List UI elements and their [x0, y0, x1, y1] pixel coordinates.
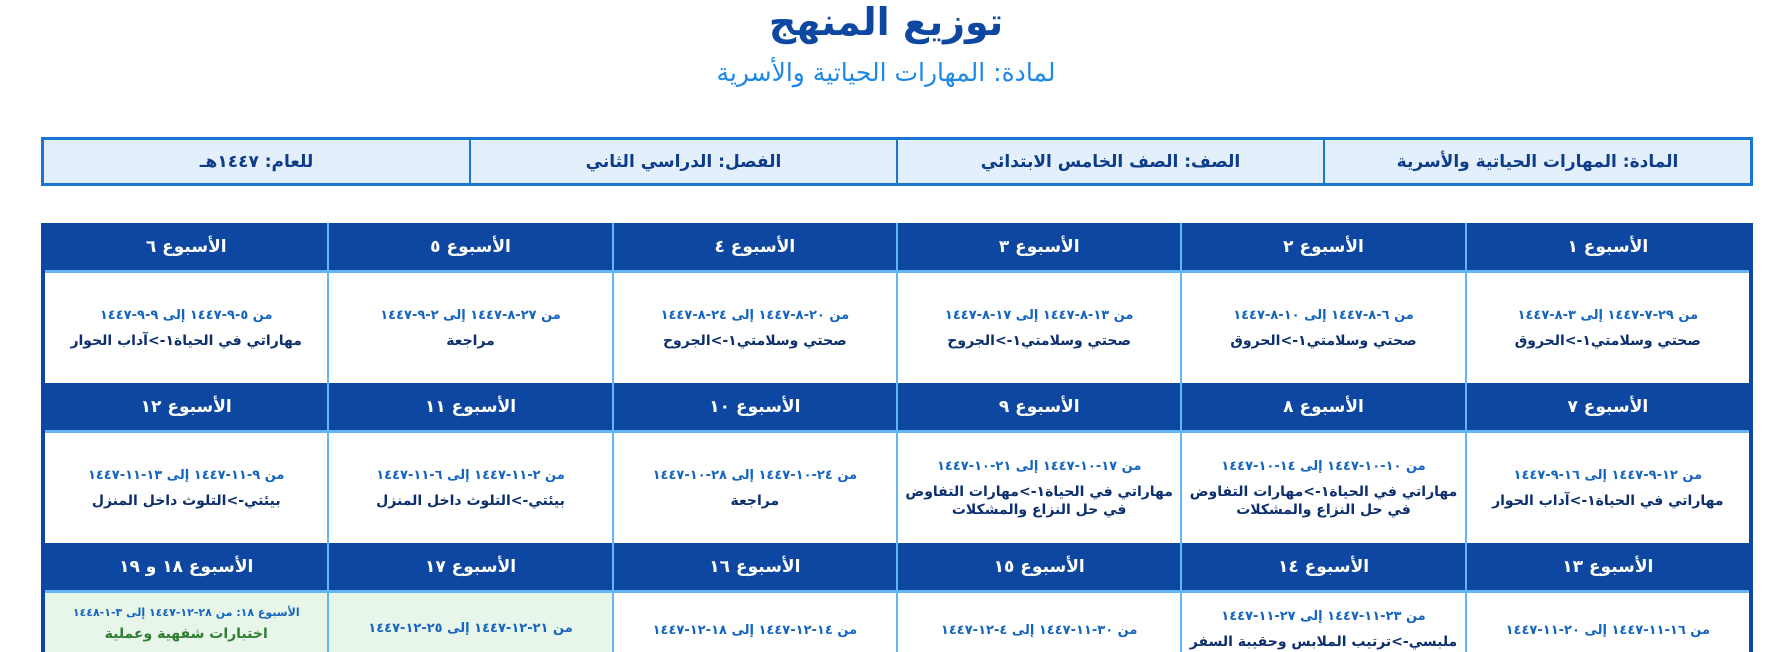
week-header: الأسبوع ٦ [145, 236, 227, 257]
week-header: الأسبوع ١٦ [612, 543, 896, 590]
week-header-row [45, 543, 1749, 593]
week-header: الأسبوع ٧ [1465, 383, 1749, 430]
week-cell [1465, 593, 1749, 652]
curriculum-schedule-table [41, 223, 1753, 652]
week-cell [896, 593, 1180, 652]
week-cell [1180, 593, 1464, 652]
week-header: الأسبوع ١٨ و ١٩ [119, 556, 254, 577]
week-date-range: من ٢٤-١٠-١٤٤٧ إلى ٢٨-١٠-١٤٤٧ [652, 468, 858, 483]
week-cell [1180, 433, 1464, 543]
week-date-range: من ٣٠-١١-١٤٤٧ إلى ٤-١٢-١٤٤٧ [940, 623, 1138, 638]
week-topic: مهاراتي في الحياة١->مهارات التفاوض في حل النزاع والمشكلات [905, 484, 1173, 518]
week-date-range: من ١٢-٩-١٤٤٧ إلى ١٦-٩-١٤٤٧ [1513, 468, 1703, 483]
week-date-range: من ٢٩-٧-١٤٤٧ إلى ٣-٨-١٤٤٧ [1517, 308, 1699, 323]
week-header: الأسبوع ١ [1465, 223, 1749, 270]
week-date-range: الأسبوع ١٨: من ٢٨-١٢-١٤٤٧ إلى ٣-١-١٤٤٨ [72, 606, 300, 619]
page-title: توزيع المنهج [768, 0, 1004, 44]
week-date-range: من ١٣-٨-١٤٤٧ إلى ١٧-٨-١٤٤٧ [944, 308, 1134, 323]
week-content-row [45, 433, 1749, 543]
week-date-range: من ٢١-١٢-١٤٤٧ إلى ٢٥-١٢-١٤٤٧ [368, 621, 573, 636]
week-date-range: من ١٠-١٠-١٤٤٧ إلى ١٤-١٠-١٤٤٧ [1221, 459, 1426, 474]
week-date-range: من ١٤-١٢-١٤٤٧ إلى ١٨-١٢-١٤٤٧ [652, 623, 858, 638]
info-year: للعام: ١٤٤٧هـ [199, 151, 314, 172]
week-content-row [45, 273, 1749, 383]
week-topic: ملبسي->ترتيب الملابس وحقيبة السفر [1189, 634, 1458, 650]
week-cell [612, 273, 896, 383]
info-grade: الصف: الصف الخامس الابتدائي [896, 140, 1323, 183]
week-date-range: من ٩-١١-١٤٤٧ إلى ١٣-١١-١٤٤٧ [87, 468, 285, 483]
week-cell [45, 433, 327, 543]
week-cell [1465, 433, 1749, 543]
week-topic: صحتي وسلامتي١->الحروق [1230, 333, 1417, 349]
week-cell [896, 273, 1180, 383]
week-header-row [45, 383, 1749, 433]
week-topic: بيئتي->التلوث داخل المنزل [376, 493, 565, 509]
week-cell [327, 593, 611, 652]
week-header: الأسبوع ١٥ [896, 543, 1180, 590]
week-date-range: من ٢٠-٨-١٤٤٧ إلى ٢٤-٨-١٤٤٧ [660, 308, 850, 323]
week-cell [1465, 273, 1749, 383]
week-cell [1180, 273, 1464, 383]
info-term: الفصل: الدراسي الثاني [469, 140, 896, 183]
week-topic: مراجعة [446, 333, 495, 349]
week-header: الأسبوع ١٠ [612, 383, 896, 430]
week-topic: مهاراتي في الحياة١->آداب الحوار [70, 333, 302, 349]
week-date-range: من ٢٧-٨-١٤٤٧ إلى ٢-٩-١٤٤٧ [380, 308, 561, 323]
week-date-range: من ٢-١١-١٤٤٧ إلى ٦-١١-١٤٤٧ [376, 468, 565, 483]
week-cell [45, 273, 327, 383]
week-header: الأسبوع ١٧ [327, 543, 611, 590]
week-cell [327, 273, 611, 383]
week-topic: مراجعة [730, 493, 780, 509]
week-cell [612, 593, 896, 652]
exam-week-cell [45, 593, 327, 652]
week-header: الأسبوع ٥ [327, 223, 611, 270]
week-header: الأسبوع ٣ [896, 223, 1180, 270]
week-header: الأسبوع ٤ [612, 223, 896, 270]
week-date-range: من ١٧-١٠-١٤٤٧ إلى ٢١-١٠-١٤٤٧ [936, 459, 1142, 474]
week-header-row [45, 223, 1749, 273]
week-header: الأسبوع ٩ [896, 383, 1180, 430]
week-topic: صحتي وسلامتي١->الحروق [1514, 333, 1701, 349]
week-header: الأسبوع ١١ [327, 383, 611, 430]
week-topic: مهاراتي في الحياة١->مهارات التفاوض في حل النزاع والمشكلات [1189, 484, 1458, 518]
info-subject: المادة: المهارات الحياتية والأسرية [1323, 140, 1750, 183]
week-header: الأسبوع ١٣ [1465, 543, 1749, 590]
week-cell [612, 433, 896, 543]
week-header: الأسبوع ١٤ [1180, 543, 1464, 590]
week-date-range: من ٥-٩-١٤٤٧ إلى ٩-٩-١٤٤٧ [99, 308, 273, 323]
week-topic: صحتي وسلامتي١->الجروح [947, 333, 1132, 349]
week-cell [327, 433, 611, 543]
week-topic: مهاراتي في الحياة١->آداب الحوار [1492, 493, 1724, 509]
week-cell [896, 433, 1180, 543]
week-header: الأسبوع ٨ [1180, 383, 1464, 430]
week-header: الأسبوع ٢ [1180, 223, 1464, 270]
week-header: الأسبوع ١٢ [140, 396, 232, 417]
week-date-range: من ١٦-١١-١٤٤٧ إلى ٢٠-١١-١٤٤٧ [1505, 623, 1711, 638]
course-info-bar [41, 137, 1753, 186]
week-topic: صحتي وسلامتي١->الجروح [662, 333, 847, 349]
exam-topic: اختبارات شفهية وعملية [104, 626, 268, 642]
week-date-range: من ٢٣-١١-١٤٤٧ إلى ٢٧-١١-١٤٤٧ [1221, 609, 1426, 624]
week-date-range: من ٦-٨-١٤٤٧ إلى ١٠-٨-١٤٤٧ [1233, 308, 1414, 323]
week-content-row [45, 593, 1749, 652]
week-topic: بيئتي->التلوث داخل المنزل [91, 493, 281, 509]
page-subtitle: لمادة: المهارات الحياتية والأسرية [716, 58, 1056, 87]
